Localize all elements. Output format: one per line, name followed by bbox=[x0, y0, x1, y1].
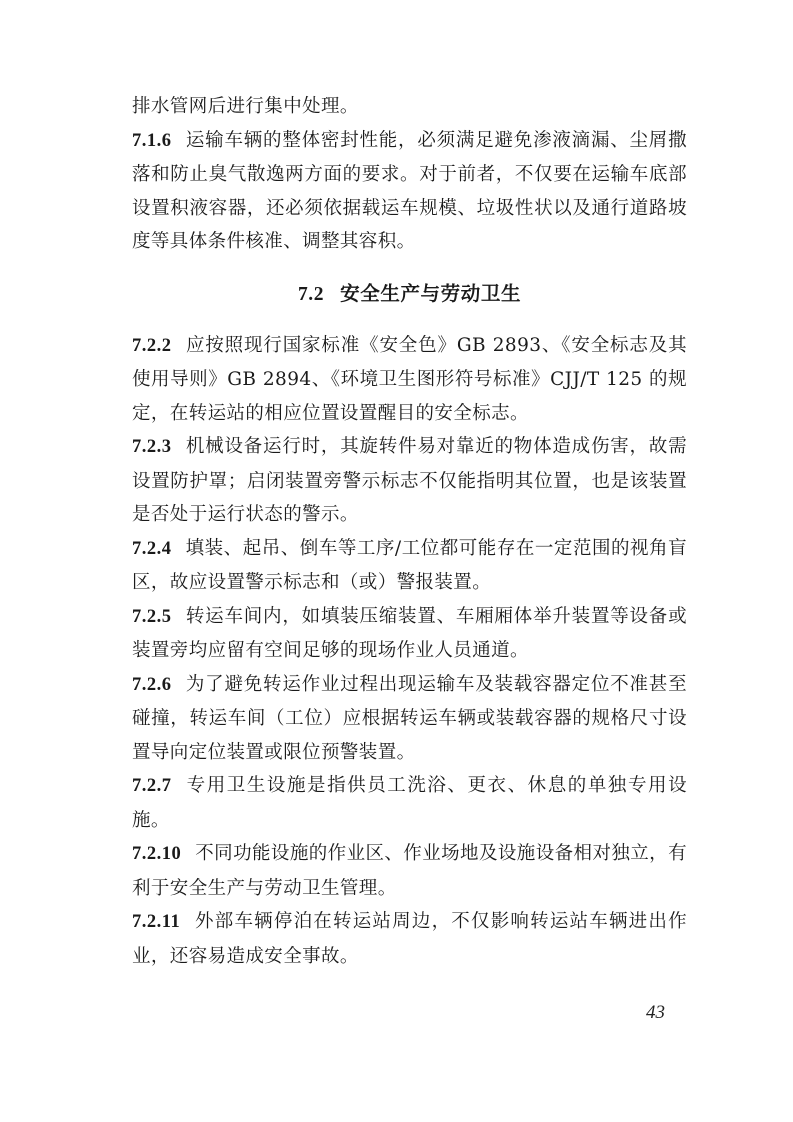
section-title: 安全生产与劳动卫生 bbox=[340, 281, 522, 305]
clause-number: 7.1.6 bbox=[132, 130, 172, 151]
clause-text: 为了避免转运作业过程出现运输车及装载容器定位不准甚至碰撞，转运车间（工位）应根据转运车辆或装载容器的规格尺寸设置导向定位装置或限位预警装置。 bbox=[132, 673, 687, 763]
intro-paragraph: 排水管网后进行集中处理。 bbox=[132, 96, 359, 117]
clause-number: 7.2.7 bbox=[132, 776, 172, 796]
clause-number: 7.2.3 bbox=[132, 437, 172, 457]
clause-number: 7.2.5 bbox=[132, 606, 172, 627]
clause-text: 转运车间内，如填装压缩装置、车厢厢体举升装置等设备或装置旁均应留有空间足够的现场作业人员通道。 bbox=[132, 605, 687, 661]
page-number: 43 bbox=[646, 1002, 665, 1023]
clause-7-2-3 bbox=[132, 430, 687, 532]
clause-text: 外部车辆停泊在转运站周边，不仅影响转运站车辆进出作业，还容易造成安全事故。 bbox=[132, 911, 687, 967]
clause-text: 应按照现行国家标准《安全色》GB 2893、《安全标志及其使用导则》GB 2894、《环境卫生图形符号标准》CJJ/T 125 的规定，在转运站的相应位置设置醒目的安全标志。 bbox=[132, 334, 687, 424]
clause-7-2-7 bbox=[132, 769, 687, 837]
section-number: 7.2 bbox=[297, 283, 325, 305]
clause-text: 填装、起吊、倒车等工序/工位都可能存在一定范围的视角盲区，故应设置警示标志和（或）警报装置。 bbox=[132, 537, 687, 593]
clause-7-2-11 bbox=[132, 905, 687, 973]
clause-text: 运输车辆的整体密封性能，必须满足避免渗液滴漏、尘屑撒落和防止臭气散逸两方面的要求。对于前者，不仅要在运输车底部设置积液容器，还必须依据载运车规模、垃圾性状以及通行道路坡度等具体条件核准、调整其容积。 bbox=[132, 129, 687, 252]
section-heading bbox=[132, 277, 687, 312]
clause-number: 7.2.11 bbox=[132, 912, 181, 932]
clause-number: 7.2.10 bbox=[132, 844, 182, 864]
clause-text: 专用卫生设施是指供员工洗浴、更衣、休息的单独专用设施。 bbox=[132, 775, 687, 831]
clause-7-1-6 bbox=[132, 124, 687, 259]
clause-7-2-4 bbox=[132, 532, 687, 600]
clause-7-2-10 bbox=[132, 837, 687, 905]
clause-text: 机械设备运行时，其旋转件易对靠近的物体造成伤害，故需设置防护罩；启闭装置旁警示标志不仅能指明其位置，也是该装置是否处于运行状态的警示。 bbox=[132, 436, 687, 525]
clause-7-2-2 bbox=[132, 329, 687, 431]
clause-7-2-5 bbox=[132, 600, 687, 668]
clause-number: 7.2.4 bbox=[132, 538, 172, 559]
clause-number: 7.2.6 bbox=[132, 674, 172, 695]
document-page bbox=[132, 90, 687, 973]
clause-7-2-6 bbox=[132, 668, 687, 770]
clause-number: 7.2.2 bbox=[132, 335, 172, 356]
clause-text: 不同功能设施的作业区、作业场地及设施设备相对独立，有利于安全生产与劳动卫生管理。 bbox=[132, 843, 687, 899]
